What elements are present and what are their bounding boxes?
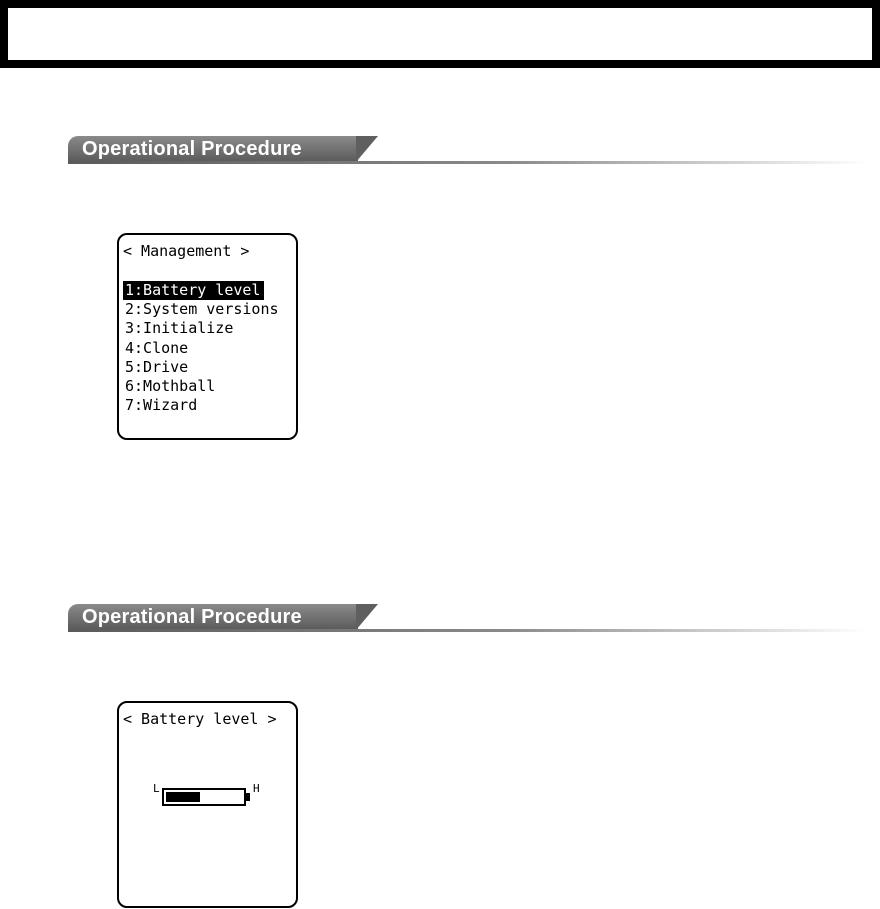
screen-title: < Management > bbox=[123, 242, 250, 260]
section-tab-slope bbox=[356, 136, 378, 162]
lcd-screen-battery-level bbox=[117, 701, 298, 908]
menu-item-wizard[interactable]: 7:Wizard bbox=[125, 396, 198, 415]
menu-item-drive[interactable]: 5:Drive bbox=[125, 357, 189, 376]
battery-low-label: L bbox=[153, 782, 160, 795]
header-box bbox=[0, 0, 880, 68]
lcd-screen-management bbox=[117, 233, 298, 440]
management-menu bbox=[123, 281, 281, 415]
menu-item-clone[interactable]: 4:Clone bbox=[125, 338, 189, 357]
section-title: Operational Procedure bbox=[82, 606, 302, 628]
section-title: Operational Procedure bbox=[82, 138, 302, 160]
battery-icon bbox=[162, 788, 246, 806]
battery-terminal bbox=[246, 793, 250, 801]
battery-level-fill bbox=[166, 792, 200, 802]
battery-high-label: H bbox=[253, 782, 260, 795]
section-header-1 bbox=[68, 136, 868, 164]
menu-item-mothball[interactable]: 6:Mothball bbox=[125, 376, 216, 395]
section-tab-slope bbox=[356, 604, 378, 630]
menu-item-initialize[interactable]: 3:Initialize bbox=[125, 319, 234, 338]
screen-title: < Battery level > bbox=[123, 710, 277, 728]
section-underline bbox=[68, 161, 868, 164]
header-box-inner bbox=[6, 6, 874, 62]
section-underline bbox=[68, 629, 868, 632]
battery-gauge bbox=[153, 783, 263, 813]
section-header-2 bbox=[68, 604, 868, 632]
menu-item-battery-level[interactable]: 1:Battery level bbox=[123, 281, 264, 300]
menu-item-system-versions[interactable]: 2:System versions bbox=[125, 300, 279, 319]
